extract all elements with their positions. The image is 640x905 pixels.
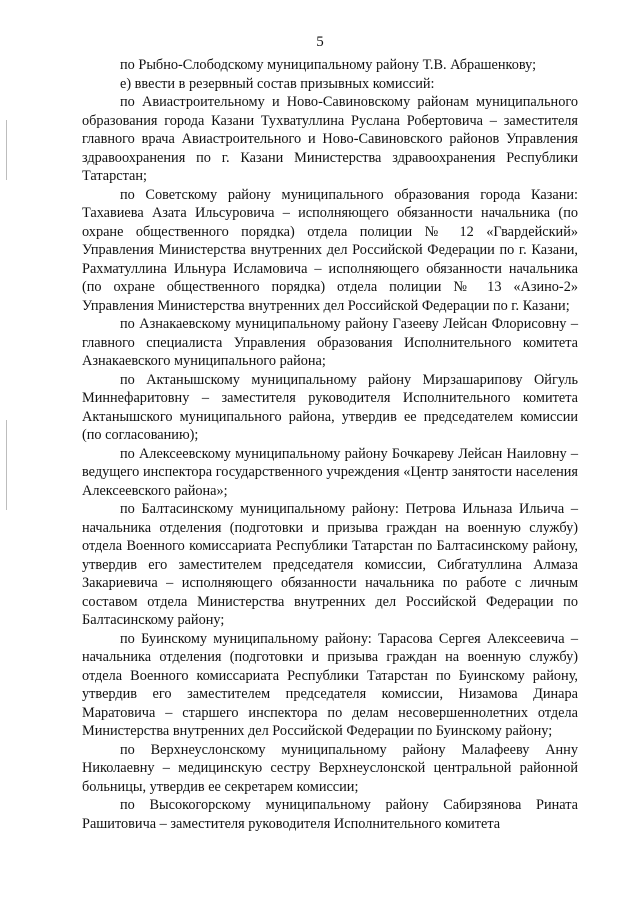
paragraph: по Верхнеуслонскому муниципальному району Малафееву Анну Николаевну – медицинскую сестру Верхнеуслонской центральной районной больницы, утвердив ее секретарем комиссии; (82, 741, 578, 795)
paragraph: е) ввести в резервный состав призывных комиссий: (120, 75, 435, 92)
paragraph: по Рыбно-Слободскому муниципальному району Т.В. Абрашенкову; (120, 57, 537, 73)
paragraph: по Алексеевскому муниципальному району Бочкареву Лейсан Наиловну – ведущего инспектора государственного учреждения «Центр занятости населения Алексеевского района»; (82, 445, 578, 499)
scan-edge-mark (6, 420, 7, 510)
paragraph: по Высокогорскому муниципальному району Сабирзянова Рината Рашитовича – заместителя руководителя Исполнительного комитета (82, 797, 578, 832)
document-body (82, 56, 578, 833)
paragraph: по Советскому району муниципального образования города Казани: Тахавиева Азата Ильсуровича – исполняющего обязанности начальника (по охране общественного порядка) отдела полиции № 12 «Гвардейский» Управления Министерства внутренних дел Российской Федерации по г. Казани, Рахматуллина Ильнура Исламовича – исполняющего обязанности начальника (по охране общественного порядка) отдела полиции № 13 «Азино-2» Управления Министерства внутренних дел Российской Федерации по г. Казани; (82, 186, 578, 314)
scan-edge-mark (6, 120, 7, 180)
page-number: 5 (316, 34, 324, 50)
paragraph: по Авиастроительному и Ново-Савиновскому районам муниципального образования города Казани Тухватуллина Руслана Робертовича – заместителя главного врача Авиастроительного и Ново-Савиновского районов Управления здравоохранения по г. Казани Министерства здравоохранения Республики Татарстан; (82, 94, 578, 184)
paragraph: по Азнакаевскому муниципальному району Газееву Лейсан Флорисовну – главного специалиста Управления образования Исполнительного комитета Азнакаевского муниципального района; (82, 316, 578, 369)
paragraph: по Актанышскому муниципальному району Мирзашарипову Ойгуль Миннефаритовну – заместителя руководителя Исполнительного комитета Актанышского муниципального района, утвердив ее председателем комиссии (по согласованию); (82, 371, 578, 443)
paragraph: по Буинскому муниципальному району: Тарасова Сергея Алексеевича – начальника отделения (подготовки и призыва граждан на военную службу) отдела Военного комиссариата Республики Татарстан по Буинскому району, утвердив его заместителем председателя комиссии, Низамова Динара Маратовича – старшего инспектора по делам несовершеннолетних отдела Министерства внутренних дел Российской Федерации по Буинскому району; (82, 630, 578, 739)
paragraph: по Балтасинскому муниципальному району: Петрова Ильназа Ильича – начальника отделения (подготовки и призыва граждан на военную службу) отдела Военного комиссариата Республики Татарстан по Балтасинскому району, утвердив его заместителем председателя комиссии, Сибгатуллина Алмаза Закариевича – исполняющего обязанности начальника по работе с личным составом отдела Министерства внутренних дел Российской Федерации по Балтасинскому району; (82, 501, 578, 628)
